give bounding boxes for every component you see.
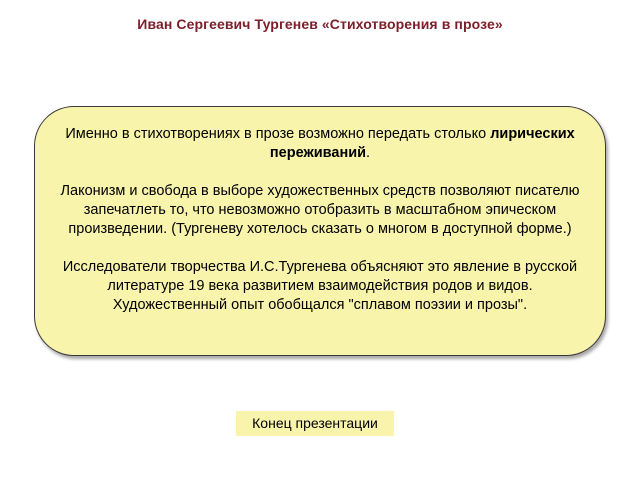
end-presentation-button[interactable]: Конец презентации xyxy=(236,411,394,436)
paragraph-spacer xyxy=(59,239,581,258)
paragraph-researchers: Исследователи творчества И.С.Тургенева объясняют это явление в русской литературе 19 века развитием взаимодействия родов и видов. Художественный опыт обобщался "сплавом поэзии и прозы". xyxy=(62,259,578,313)
slide-title: Иван Сергеевич Тургенев «Стихотворения в прозе» xyxy=(137,16,503,32)
paragraph-lyrical xyxy=(59,125,581,163)
paragraph-laconism: Лаконизм и свобода в выборе художественных средств позволяют писателю запечатлеть то, что невозможно отобразить в масштабном эпическом произведении. (Тургеневу хотелось сказать о многом в доступной форме.) xyxy=(60,183,580,237)
paragraph-lyrical-bold: лирических переживаний xyxy=(269,126,575,161)
paragraph-lyrical-start: Именно в стихотворениях в прозе возможно передать столько xyxy=(65,126,491,142)
paragraph-spacer xyxy=(59,163,581,182)
paragraph-lyrical-end: . xyxy=(366,145,371,161)
content-box xyxy=(34,106,606,356)
